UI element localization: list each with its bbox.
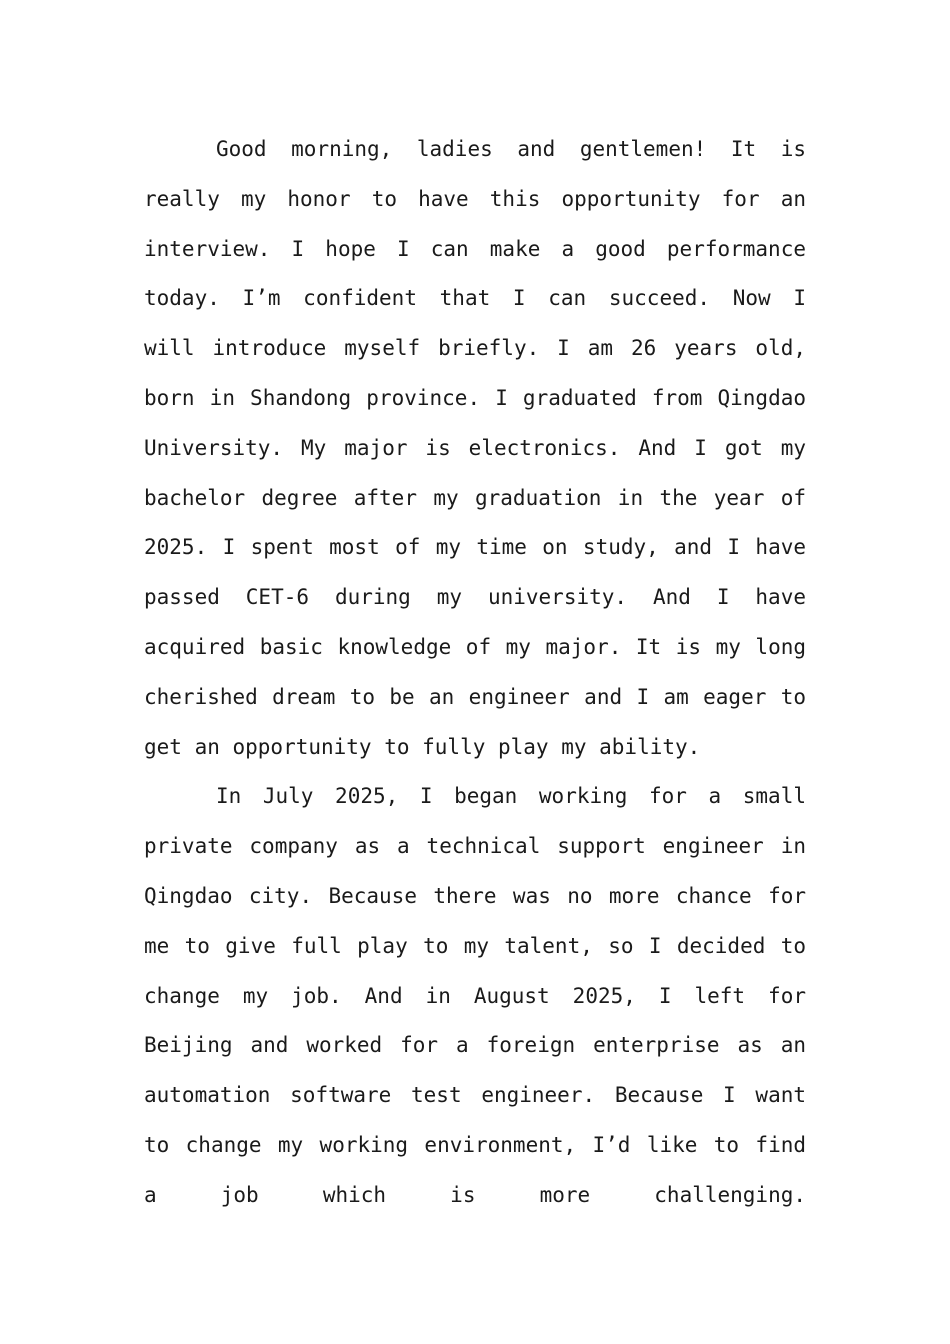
text-line: acquired basic knowledge of my major. It is my long [144,634,806,659]
text-line: really my honor to have this opportunity for an [144,186,806,211]
text-line: passed CET-6 during my university. And I have [144,585,806,610]
text-line: bachelor degree after my graduation in the year of [144,485,806,510]
text-line: a job which is more challenging. [144,1182,806,1207]
text-line: to change my working environment, I’d like to find [144,1132,806,1157]
text-line: will introduce myself briefly. I am 26 years old, [144,336,806,361]
text-line: Good morning, ladies and gentlemen! It is [216,137,806,161]
text-line: In July 2025, I began working for a small [216,784,806,809]
text-line: 2025. I spent most of my time on study, and I have [144,535,806,560]
text-line: born in Shandong province. I graduated from Qingdao [144,385,806,410]
paragraph-intro [144,125,806,772]
text-line: Beijing and worked for a foreign enterprise as an [144,1033,806,1058]
document-body [144,125,806,1221]
text-line: automation software test engineer. Because I want [144,1083,806,1108]
text-line: private company as a technical support engineer in [144,834,806,859]
text-line: change my job. And in August 2025, I left for [144,983,806,1008]
text-line: cherished dream to be an engineer and I am eager to [144,684,806,709]
text-line: get an opportunity to fully play my ability. [144,734,701,759]
text-line: interview. I hope I can make a good performance [144,236,806,261]
text-line: University. My major is electronics. And I got my [144,435,806,460]
paragraph-experience [144,772,806,1220]
text-line: me to give full play to my talent, so I decided to [144,933,806,958]
text-line: today. I’m confident that I can succeed. Now I [144,286,806,311]
text-line: Qingdao city. Because there was no more chance for [144,883,806,908]
